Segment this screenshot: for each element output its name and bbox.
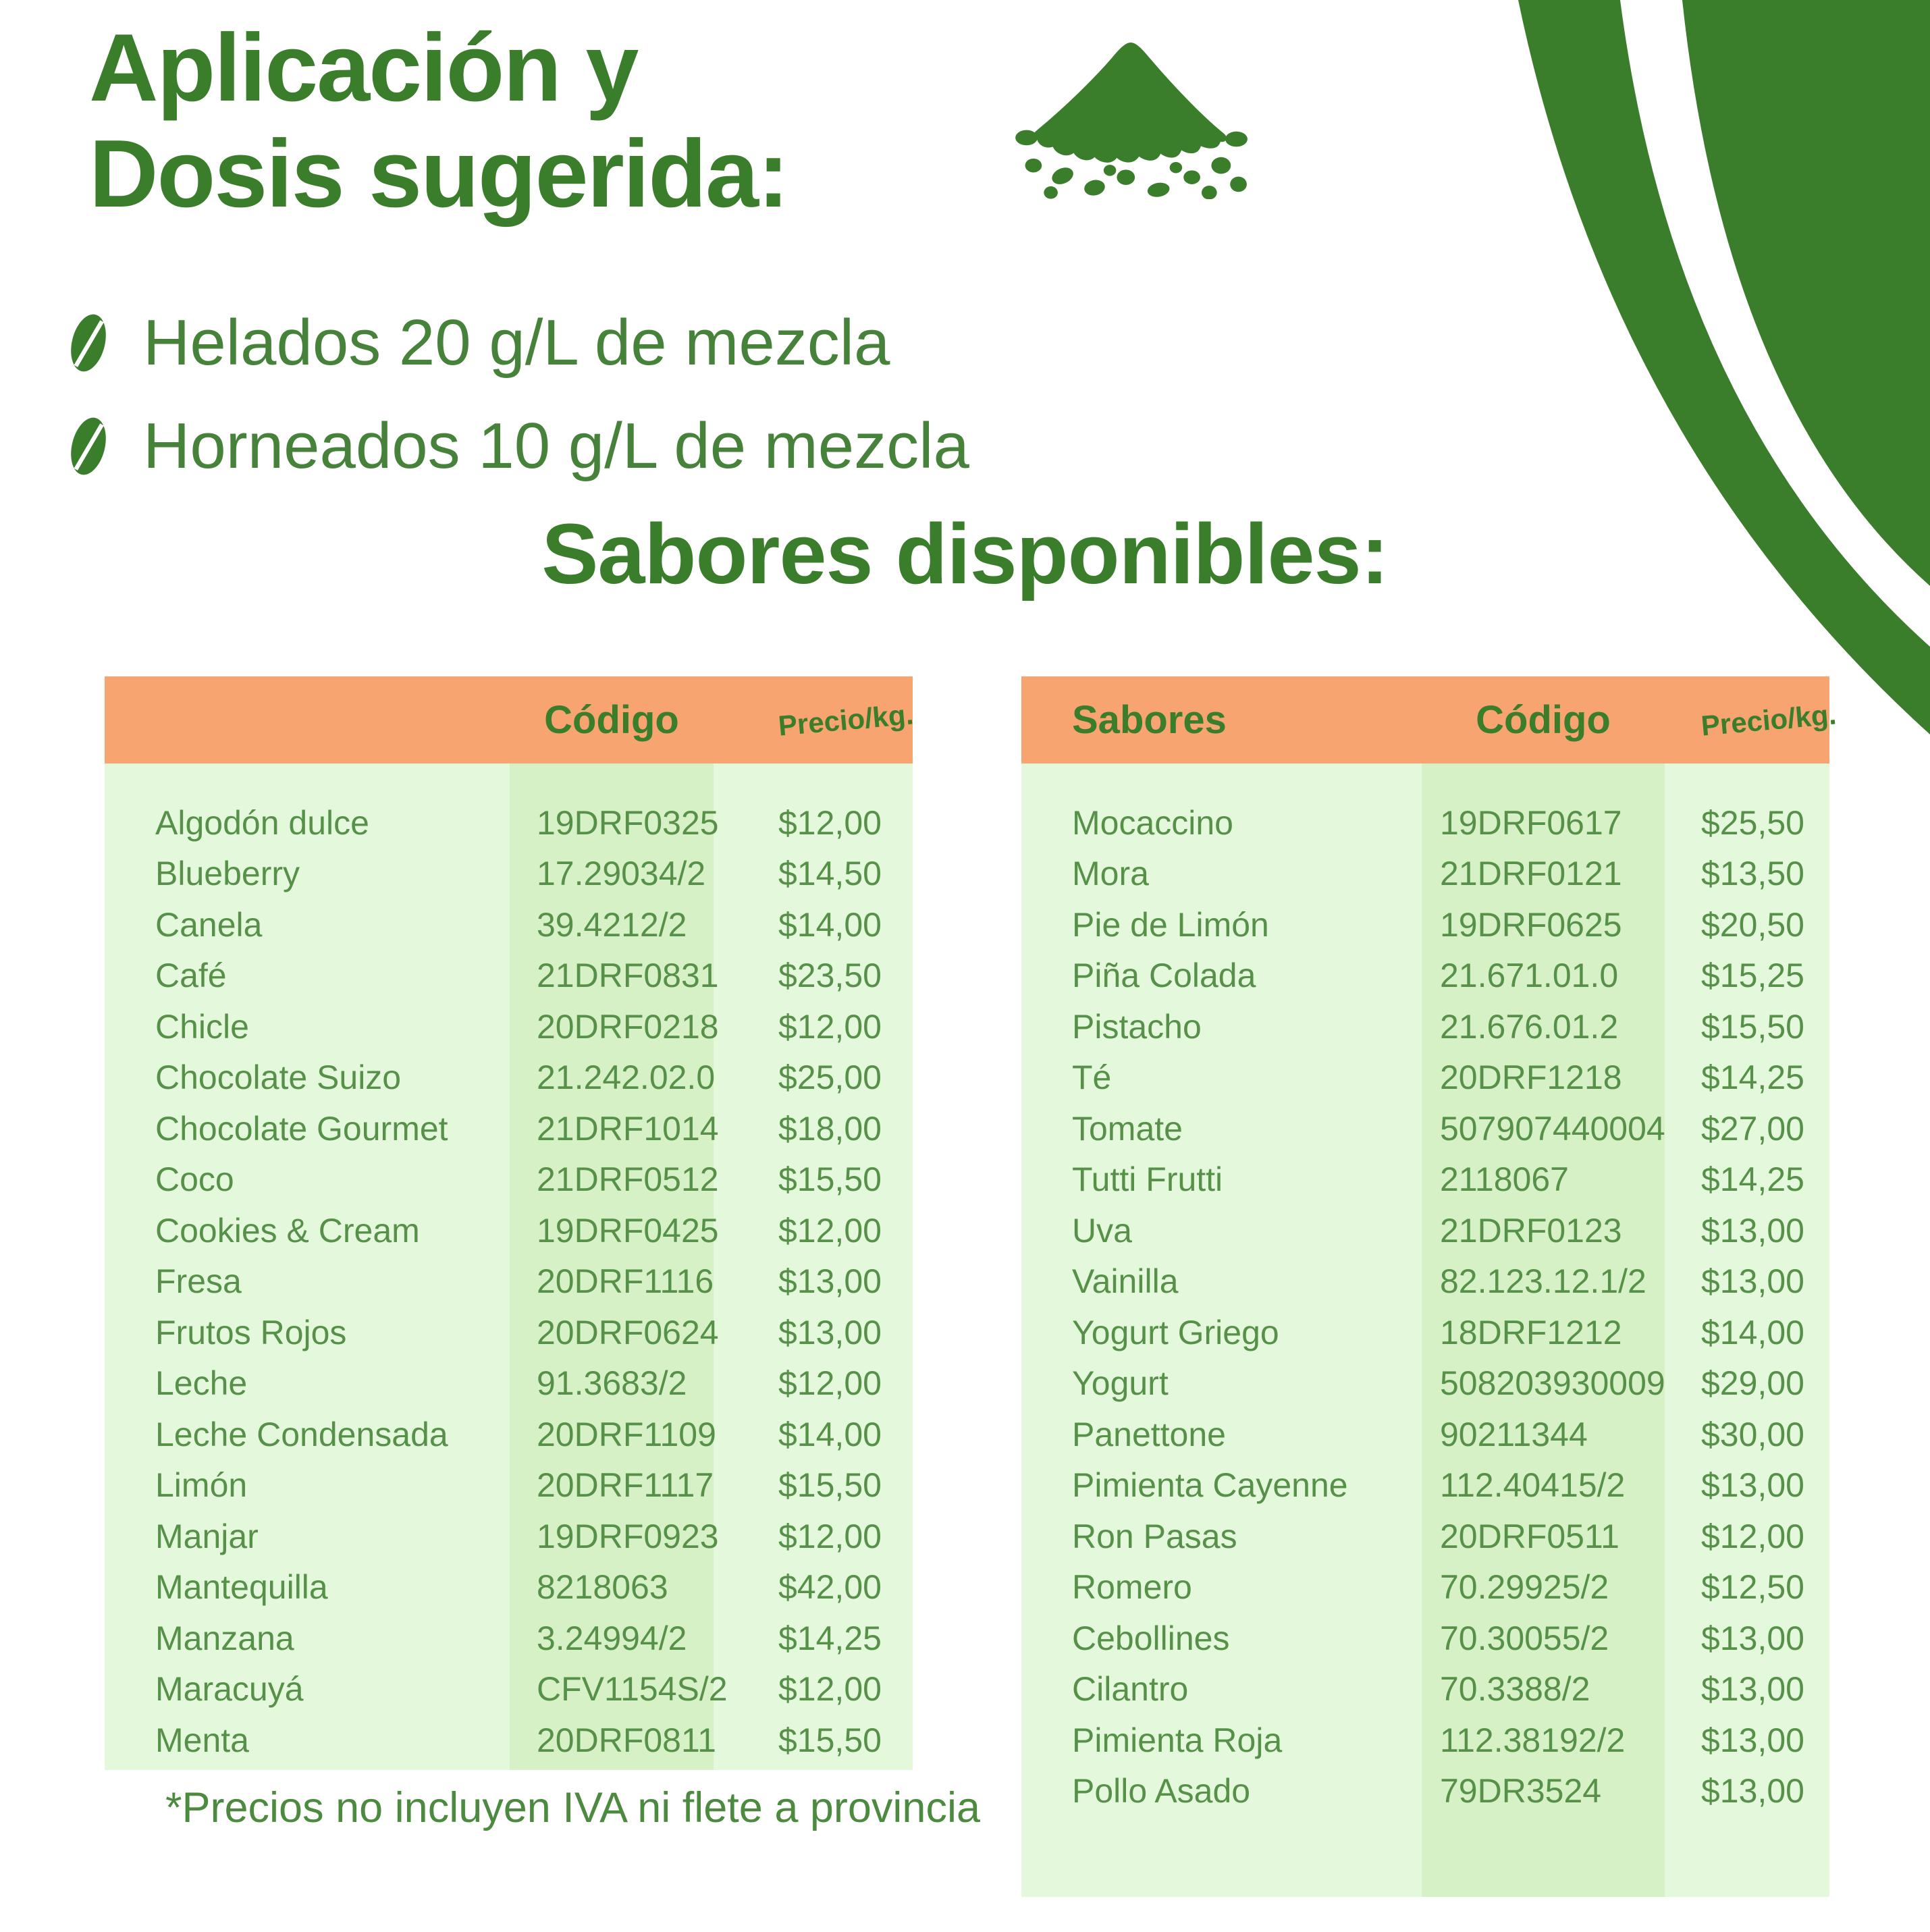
table-row	[105, 849, 913, 900]
price-cell: $14,50	[778, 855, 882, 893]
table-row	[105, 1409, 913, 1460]
code-cell: 70.30055/2	[1440, 1619, 1609, 1657]
flavor-cell: Coco	[155, 1160, 234, 1199]
table-row	[105, 797, 913, 849]
table-row	[1021, 1103, 1829, 1154]
flavor-cell: Mocaccino	[1072, 803, 1233, 842]
price-cell: $14,00	[778, 1415, 882, 1453]
code-cell: 21DRF1014	[537, 1109, 719, 1148]
code-cell: 8218063	[537, 1568, 668, 1607]
flavor-cell: Cookies & Cream	[155, 1211, 420, 1250]
code-cell: 20DRF1117	[537, 1466, 714, 1505]
price-cell: $13,00	[1701, 1466, 1804, 1505]
code-cell: 19DRF0325	[537, 803, 719, 842]
table-row	[1021, 849, 1829, 900]
code-cell: 91.3683/2	[537, 1364, 687, 1403]
flavor-cell: Pie de Limón	[1072, 905, 1269, 944]
price-cell: $13,50	[1701, 855, 1804, 893]
flavor-cell: Fresa	[155, 1262, 242, 1301]
table-row	[105, 1511, 913, 1562]
section-title: Sabores disponibles:	[541, 506, 1389, 601]
code-cell: 19DRF0923	[537, 1517, 719, 1555]
code-cell: 39.4212/2	[537, 905, 687, 944]
price-cell: $25,50	[1701, 803, 1804, 842]
table-row	[1021, 1307, 1829, 1358]
dosage-bullet-horneados	[64, 410, 969, 481]
flavor-cell: Chocolate Gourmet	[155, 1109, 448, 1148]
flavor-cell: Algodón dulce	[155, 803, 369, 842]
flavor-cell: Cilantro	[1072, 1670, 1189, 1709]
table-row	[1021, 1052, 1829, 1104]
table-row	[105, 1154, 913, 1206]
price-cell: $15,50	[1701, 1007, 1804, 1046]
price-cell: $20,50	[1701, 905, 1804, 944]
flavor-cell: Vainilla	[1072, 1262, 1179, 1301]
code-cell: 20DRF1109	[537, 1415, 716, 1453]
code-cell: 112.38192/2	[1440, 1721, 1626, 1759]
table-row	[1021, 1511, 1829, 1562]
flavor-cell: Manjar	[155, 1517, 259, 1555]
price-cell: $23,50	[778, 957, 882, 995]
code-cell: 79DR3524	[1440, 1772, 1602, 1810]
flavor-cell: Chicle	[155, 1007, 249, 1046]
price-cell: $29,00	[1701, 1364, 1804, 1403]
bullet-label: Helados 20 g/L de mezcla	[143, 306, 890, 379]
table-row	[105, 899, 913, 950]
code-cell: 507907440004	[1440, 1109, 1665, 1148]
corner-swoosh-decoration	[1403, 0, 1930, 743]
flavor-cell: Leche	[155, 1364, 248, 1403]
price-cell: $12,00	[778, 1517, 882, 1555]
code-cell: 19DRF0425	[537, 1211, 719, 1250]
code-cell: 19DRF0617	[1440, 803, 1622, 842]
flavor-cell: Pimienta Cayenne	[1072, 1466, 1348, 1505]
code-cell: 20DRF0511	[1440, 1517, 1619, 1555]
flavor-cell: Mora	[1072, 855, 1149, 893]
code-cell: 21.676.01.2	[1440, 1007, 1619, 1046]
table-row	[105, 1358, 913, 1410]
powder-pile-icon	[1013, 30, 1249, 199]
code-cell: 19DRF0625	[1440, 905, 1622, 944]
price-cell: $27,00	[1701, 1109, 1804, 1148]
price-cell: $13,00	[1701, 1772, 1804, 1810]
table-row	[105, 1052, 913, 1104]
dosage-bullet-helados	[64, 307, 969, 378]
code-cell: 3.24994/2	[537, 1619, 687, 1657]
code-cell: 508203930009	[1440, 1364, 1665, 1403]
flavor-cell: Uva	[1072, 1211, 1132, 1250]
flavor-cell: Tutti Frutti	[1072, 1160, 1223, 1199]
price-cell: $30,00	[1701, 1415, 1804, 1453]
code-cell: 70.29925/2	[1440, 1568, 1609, 1607]
table-row	[105, 1205, 913, 1256]
table-row	[1021, 1001, 1829, 1052]
flavor-cell: Pistacho	[1072, 1007, 1202, 1046]
price-cell: $12,00	[1701, 1517, 1804, 1555]
table-row	[1021, 1358, 1829, 1410]
table-row	[105, 1103, 913, 1154]
table-row	[1021, 1766, 1829, 1817]
code-cell: 20DRF0624	[537, 1313, 719, 1351]
price-cell: $12,00	[778, 1007, 882, 1046]
flavor-cell: Chocolate Suizo	[155, 1058, 402, 1097]
code-cell: 21DRF0512	[537, 1160, 719, 1199]
price-cell: $14,00	[778, 905, 882, 944]
table-row	[105, 1562, 913, 1613]
price-cell: $13,00	[778, 1313, 882, 1351]
leaf-icon	[64, 309, 113, 377]
code-cell: 21DRF0123	[1440, 1211, 1622, 1250]
table-row	[1021, 950, 1829, 1002]
flavor-cell: Frutos Rojos	[155, 1313, 347, 1351]
price-cell: $14,25	[1701, 1058, 1804, 1097]
table-row	[105, 1613, 913, 1664]
flavor-cell: Yogurt Griego	[1072, 1313, 1279, 1351]
flavor-cell: Piña Colada	[1072, 957, 1256, 995]
price-cell: $14,00	[1701, 1313, 1804, 1351]
table-row	[105, 1715, 913, 1766]
flavor-cell: Menta	[155, 1721, 249, 1759]
flavor-cell: Té	[1072, 1058, 1112, 1097]
column-header-price: Precio/kg.	[1699, 697, 1838, 742]
table-row	[1021, 797, 1829, 849]
price-cell: $13,00	[1701, 1619, 1804, 1657]
table-header	[1021, 676, 1838, 763]
table-header	[105, 676, 913, 763]
table-row	[1021, 1409, 1829, 1460]
price-cell: $13,00	[778, 1262, 882, 1301]
flavor-cell: Leche Condensada	[155, 1415, 448, 1453]
code-cell: 20DRF0811	[537, 1721, 716, 1759]
code-cell: 20DRF0218	[537, 1007, 719, 1046]
price-cell: $13,00	[1701, 1262, 1804, 1301]
code-cell: 21DRF0831	[537, 957, 719, 995]
code-cell: 70.3388/2	[1440, 1670, 1590, 1709]
flavor-cell: Mantequilla	[155, 1568, 328, 1607]
table-body	[105, 763, 913, 1770]
price-cell: $12,00	[778, 803, 882, 842]
table-row	[1021, 899, 1829, 950]
flavor-cell: Manzana	[155, 1619, 294, 1657]
column-header-price: Precio/kg.	[776, 697, 915, 742]
column-header-code: Código	[1476, 698, 1611, 742]
code-cell: 21.242.02.0	[537, 1058, 716, 1097]
code-cell: 17.29034/2	[537, 855, 706, 893]
page-title-line2: Dosis sugerida:	[89, 120, 788, 227]
table-row	[1021, 1256, 1829, 1308]
flavor-cell: Tomate	[1072, 1109, 1183, 1148]
table-row	[1021, 1715, 1829, 1766]
code-cell: 112.40415/2	[1440, 1466, 1626, 1505]
price-cell: $15,25	[1701, 957, 1804, 995]
flavor-cell: Maracuyá	[155, 1670, 304, 1709]
leaf-icon	[64, 412, 113, 480]
flavor-cell: Limón	[155, 1466, 248, 1505]
table-row	[1021, 1460, 1829, 1511]
code-cell: 20DRF1218	[1440, 1058, 1622, 1097]
flavor-cell: Panettone	[1072, 1415, 1226, 1453]
price-cell: $14,25	[1701, 1160, 1804, 1199]
price-cell: $15,50	[778, 1466, 882, 1505]
price-cell: $13,00	[1701, 1721, 1804, 1759]
code-cell: 2118067	[1440, 1160, 1569, 1199]
code-cell: 21DRF0121	[1440, 855, 1622, 893]
flavor-cell: Pollo Asado	[1072, 1772, 1251, 1810]
price-footnote: *Precios no incluyen IVA ni flete a provincia	[165, 1784, 980, 1831]
code-cell: 90211344	[1440, 1415, 1588, 1453]
flavor-cell: Cebollines	[1072, 1619, 1230, 1657]
table-row	[105, 1001, 913, 1052]
flavor-cell: Café	[155, 957, 227, 995]
code-cell: 21.671.01.0	[1440, 957, 1619, 995]
table-row	[1021, 1613, 1829, 1664]
price-cell: $25,00	[778, 1058, 882, 1097]
table-row	[105, 1664, 913, 1715]
page-title	[89, 15, 788, 227]
table-row	[105, 1256, 913, 1308]
flavor-cell: Ron Pasas	[1072, 1517, 1237, 1555]
price-cell: $12,00	[778, 1211, 882, 1250]
table-row	[1021, 1664, 1829, 1715]
table-row	[105, 1307, 913, 1358]
table-row	[1021, 1562, 1829, 1613]
flavor-cell: Yogurt	[1072, 1364, 1169, 1403]
table-row	[105, 950, 913, 1002]
table-rows	[105, 763, 913, 1766]
price-cell: $12,00	[778, 1364, 882, 1403]
flavor-cell: Blueberry	[155, 855, 300, 893]
table-row	[1021, 1154, 1829, 1206]
price-cell: $14,25	[778, 1619, 882, 1657]
code-cell: 18DRF1212	[1440, 1313, 1622, 1351]
price-cell: $12,00	[778, 1670, 882, 1709]
price-cell: $15,50	[778, 1721, 882, 1759]
column-header-flavor: Sabores	[1072, 698, 1227, 742]
code-cell: CFV1154S/2	[537, 1670, 728, 1709]
bullet-label: Horneados 10 g/L de mezcla	[143, 409, 969, 482]
flavor-cell: Pimienta Roja	[1072, 1721, 1283, 1759]
price-cell: $13,00	[1701, 1211, 1804, 1250]
price-cell: $15,50	[778, 1160, 882, 1199]
table-body	[1021, 763, 1829, 1897]
price-cell: $18,00	[778, 1109, 882, 1148]
flavor-cell: Canela	[155, 905, 263, 944]
page-title-line1: Aplicación y	[89, 14, 638, 122]
code-cell: 82.123.12.1/2	[1440, 1262, 1646, 1301]
price-cell: $42,00	[778, 1568, 882, 1607]
code-cell: 20DRF1116	[537, 1262, 714, 1301]
price-cell: $12,50	[1701, 1568, 1804, 1607]
flavor-cell: Romero	[1072, 1568, 1192, 1607]
table-row	[105, 1460, 913, 1511]
column-header-code: Código	[544, 698, 679, 742]
price-cell: $13,00	[1701, 1670, 1804, 1709]
dosage-bullets	[64, 307, 969, 514]
table-rows	[1021, 763, 1829, 1817]
table-row	[1021, 1205, 1829, 1256]
